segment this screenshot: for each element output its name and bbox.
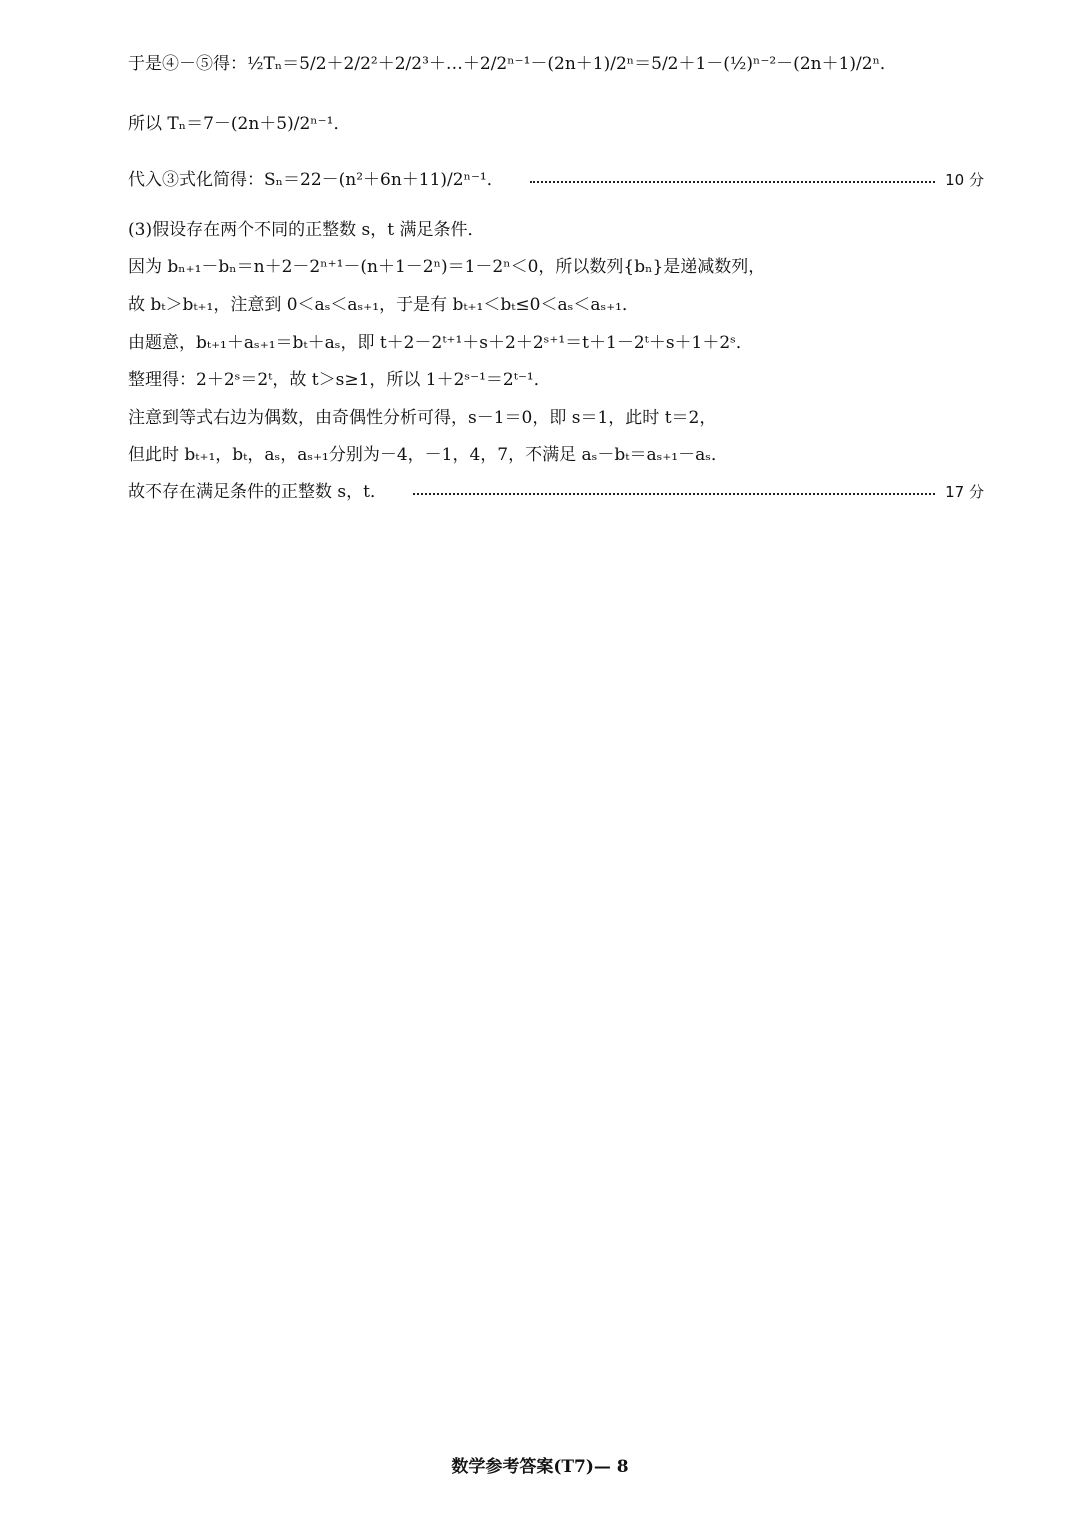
solution-line-11 bbox=[128, 480, 984, 504]
solution-line-7 bbox=[128, 331, 984, 355]
solution-line-8 bbox=[128, 368, 984, 392]
solution-text: 代入③式化简得：Sₙ＝22－(n²＋6n＋11)/2ⁿ⁻¹． bbox=[128, 170, 504, 190]
solution-line-5 bbox=[128, 255, 984, 279]
solution-line-9 bbox=[128, 406, 984, 430]
solution-text: 因为 bₙ₊₁－bₙ＝n＋2－2ⁿ⁺¹－(n＋1－2ⁿ)＝1－2ⁿ＜0，所以数列{bₙ}是递减数列， bbox=[128, 257, 766, 277]
solution-text: 但此时 bₜ₊₁，bₜ，aₛ，aₛ₊₁分别为－4，－1，4，7，不满足 aₛ－bₜ＝aₛ₊₁－aₛ． bbox=[128, 445, 728, 465]
solution-text: 所以 Tₙ＝7－(2n＋5)/2ⁿ⁻¹． bbox=[128, 114, 351, 134]
solution-text: 故不存在满足条件的正整数 s，t． bbox=[128, 482, 387, 502]
score-label: 17 分 bbox=[945, 483, 984, 501]
solution-text: 注意到等式右边为偶数，由奇偶性分析可得，s－1＝0，即 s＝1，此时 t＝2， bbox=[128, 408, 717, 428]
solution-text: 于是④－⑤得：½Tₙ＝5/2＋2/2²＋2/2³＋…＋2/2ⁿ⁻¹－(2n＋1)/2ⁿ＝5/2＋1－(½)ⁿ⁻²－(2n＋1)/2ⁿ． bbox=[128, 54, 897, 74]
solution-text: 由题意，bₜ₊₁＋aₛ₊₁＝bₜ＋aₛ，即 t＋2－2ᵗ⁺¹＋s＋2＋2ˢ⁺¹＝t＋1－2ᵗ＋s＋1＋2ˢ． bbox=[128, 333, 753, 353]
solution-text: (3)假设存在两个不同的正整数 s，t 满足条件． bbox=[128, 220, 485, 240]
solution-line-10 bbox=[128, 443, 984, 467]
score-label: 10 分 bbox=[945, 171, 984, 189]
solution-line-6 bbox=[128, 293, 984, 317]
solution-line-2 bbox=[128, 112, 984, 136]
solution-line-3 bbox=[128, 168, 984, 192]
solution-line-1 bbox=[128, 52, 984, 76]
dotted-leader bbox=[413, 493, 935, 495]
page-footer: 数学参考答案(T7)— 8 bbox=[451, 1457, 629, 1477]
solution-text: 整理得：2＋2ˢ＝2ᵗ，故 t＞s≥1，所以 1＋2ˢ⁻¹＝2ᵗ⁻¹． bbox=[128, 370, 551, 390]
dotted-leader bbox=[530, 181, 935, 183]
solution-text: 故 bₜ＞bₜ₊₁，注意到 0＜aₛ＜aₛ₊₁，于是有 bₜ₊₁＜bₜ≤0＜aₛ＜aₛ₊₁． bbox=[128, 295, 639, 315]
solution-line-4 bbox=[128, 218, 984, 242]
